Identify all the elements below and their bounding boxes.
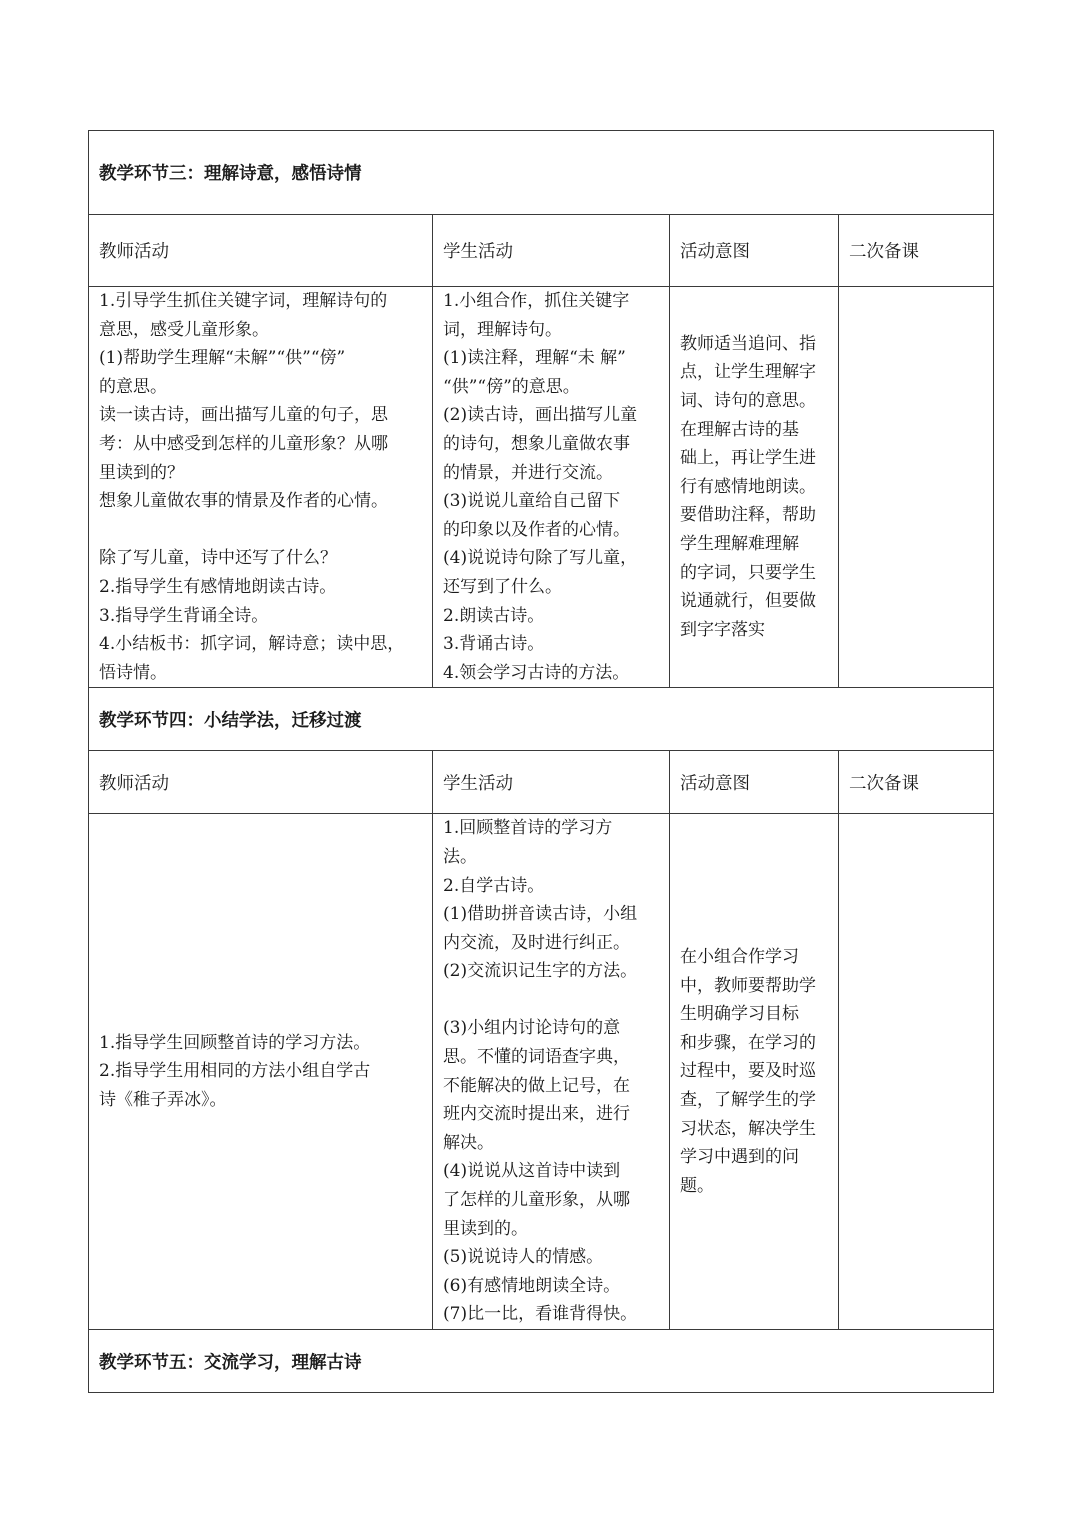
text-line: 1.指导学生回顾整首诗的学习方法。	[99, 1032, 371, 1053]
text-line: (6)有感情地朗读全诗。	[443, 1275, 621, 1296]
text-line: 过程中，要及时巡	[680, 1061, 816, 1082]
header-second-prep: 二次备课	[839, 215, 994, 287]
text-line: (1)读注释，理解“未 解”	[443, 348, 626, 369]
text-line: 学习中遇到的问	[680, 1147, 799, 1168]
text-line: (1)帮助学生理解“未解”“供”“傍”	[99, 348, 346, 369]
text-line	[99, 516, 422, 545]
student-activity-cell	[433, 814, 670, 1330]
text-line: (5)说说诗人的情感。	[443, 1247, 604, 1268]
text-line: 在理解古诗的基	[680, 419, 799, 440]
lesson-plan-table	[88, 130, 994, 1393]
section-row	[89, 131, 994, 215]
text-line: 除了写儿童，诗中还写了什么？	[99, 548, 337, 569]
text-line: 础上，再让学生进	[680, 448, 816, 469]
text-line: 考：从中感受到怎样的儿童形象？从哪	[99, 433, 388, 454]
text-line: 中，教师要帮助学	[680, 975, 816, 996]
text-line: 想象儿童做农事的情景及作者的心情。	[99, 491, 388, 512]
header-activity-intent: 活动意图	[670, 215, 839, 287]
header-activity-intent: 活动意图	[670, 751, 839, 814]
teacher-activity-cell	[89, 814, 433, 1330]
text-line: 诗《稚子弄冰》。	[99, 1089, 227, 1110]
text-line: 悟诗情。	[99, 662, 167, 683]
text-line: 到字字落实	[680, 619, 765, 640]
text-line: 不能解决的做上记号，在	[443, 1075, 630, 1096]
text-line: (4)说说诗句除了写儿童，	[443, 548, 638, 569]
text-line: (2)读古诗，画出描写儿童	[443, 405, 638, 426]
text-block	[680, 330, 828, 645]
text-line: 2.指导学生用相同的方法小组自学古	[99, 1061, 371, 1082]
header-student-activity: 学生活动	[433, 751, 670, 814]
section-row	[89, 688, 994, 751]
text-line: 读一读古诗，画出描写儿童的句子，思	[99, 405, 388, 426]
text-line: 行有感情地朗读。	[680, 476, 816, 497]
text-line: 说通就行，但要做	[680, 591, 816, 612]
text-line: 1.回顾整首诗的学习方	[443, 818, 613, 839]
text-line: 在小组合作学习	[680, 946, 799, 967]
text-line: 习状态，解决学生	[680, 1118, 816, 1139]
text-line: 了怎样的儿童形象，从哪	[443, 1190, 630, 1211]
header-second-prep: 二次备课	[839, 751, 994, 814]
text-line: 和步骤，在学习的	[680, 1032, 816, 1053]
text-line: 1.小组合作，抓住关键字	[443, 291, 630, 311]
text-line	[443, 986, 659, 1015]
text-line: 里读到的？	[99, 462, 184, 483]
text-line: 词，理解诗句。	[443, 319, 562, 340]
text-line: 内交流，及时进行纠正。	[443, 932, 630, 953]
text-line: (7)比一比，看谁背得快。	[443, 1304, 638, 1325]
section-row	[89, 1330, 994, 1393]
text-line: 2.自学古诗。	[443, 875, 545, 896]
text-line: 生明确学习目标	[680, 1004, 799, 1025]
text-line: “供”“傍”的意思。	[443, 376, 580, 397]
text-line: 查，了解学生的学	[680, 1089, 816, 1110]
text-line: 还写到了什么。	[443, 576, 562, 597]
text-line: 题。	[680, 1175, 714, 1196]
header-teacher-activity: 教师活动	[89, 215, 433, 287]
student-activity-cell	[433, 287, 670, 688]
header-teacher-activity: 教师活动	[89, 751, 433, 814]
teacher-activity-cell	[89, 287, 433, 688]
text-line: 4.小结板书：抓字词，解诗意；读中思，	[99, 634, 405, 655]
section-title: 教学环节四：小结学法，迁移过渡	[89, 688, 994, 751]
activity-intent-cell	[670, 287, 839, 688]
header-student-activity: 学生活动	[433, 215, 670, 287]
text-line: 要借助注释，帮助	[680, 505, 816, 526]
text-block	[443, 287, 659, 687]
text-line: 2.朗读古诗。	[443, 605, 545, 626]
section-title: 教学环节五：交流学习，理解古诗	[89, 1330, 994, 1393]
text-line: (2)交流识记生字的方法。	[443, 961, 638, 982]
text-line: 3.指导学生背诵全诗。	[99, 605, 269, 626]
text-line: 班内交流时提出来，进行	[443, 1104, 630, 1125]
text-line: 教师适当追问、指	[680, 333, 816, 354]
text-line: 学生理解难理解	[680, 534, 799, 555]
text-block	[99, 287, 422, 687]
text-line: 的意思。	[99, 376, 167, 397]
text-line: 1.引导学生抓住关键字词，理解诗句的	[99, 291, 388, 311]
text-line: 解决。	[443, 1132, 494, 1153]
content-row	[89, 814, 994, 1330]
header-row	[89, 215, 994, 287]
text-line: 的印象以及作者的心情。	[443, 519, 630, 540]
text-line: 3.背诵古诗。	[443, 634, 545, 655]
text-line: 点，让学生理解字	[680, 362, 816, 383]
text-line: 的诗句，想象儿童做农事	[443, 433, 630, 454]
section-title: 教学环节三：理解诗意，感悟诗情	[89, 131, 994, 215]
text-block	[443, 814, 659, 1329]
second-prep-cell	[839, 287, 994, 688]
second-prep-cell	[839, 814, 994, 1330]
content-row	[89, 287, 994, 688]
text-line: 2.指导学生有感情地朗读古诗。	[99, 576, 337, 597]
text-line: 的情景，并进行交流。	[443, 462, 613, 483]
text-line: 的字词，只要学生	[680, 562, 816, 583]
text-line: 4.领会学习古诗的方法。	[443, 662, 630, 683]
text-line: (4)说说从这首诗中读到	[443, 1161, 621, 1182]
header-row	[89, 751, 994, 814]
text-line: (3)说说儿童给自己留下	[443, 491, 621, 512]
text-line: 里读到的。	[443, 1218, 528, 1239]
text-line: 法。	[443, 846, 477, 867]
text-line: 思。不懂的词语查字典，	[443, 1047, 630, 1068]
text-line: (1)借助拼音读古诗，小组	[443, 904, 638, 925]
text-line: 意思，感受儿童形象。	[99, 319, 269, 340]
activity-intent-cell	[670, 814, 839, 1330]
text-line: 词、诗句的意思。	[680, 391, 816, 412]
text-block	[680, 943, 828, 1200]
text-block	[99, 1029, 422, 1115]
text-line: (3)小组内讨论诗句的意	[443, 1018, 621, 1039]
